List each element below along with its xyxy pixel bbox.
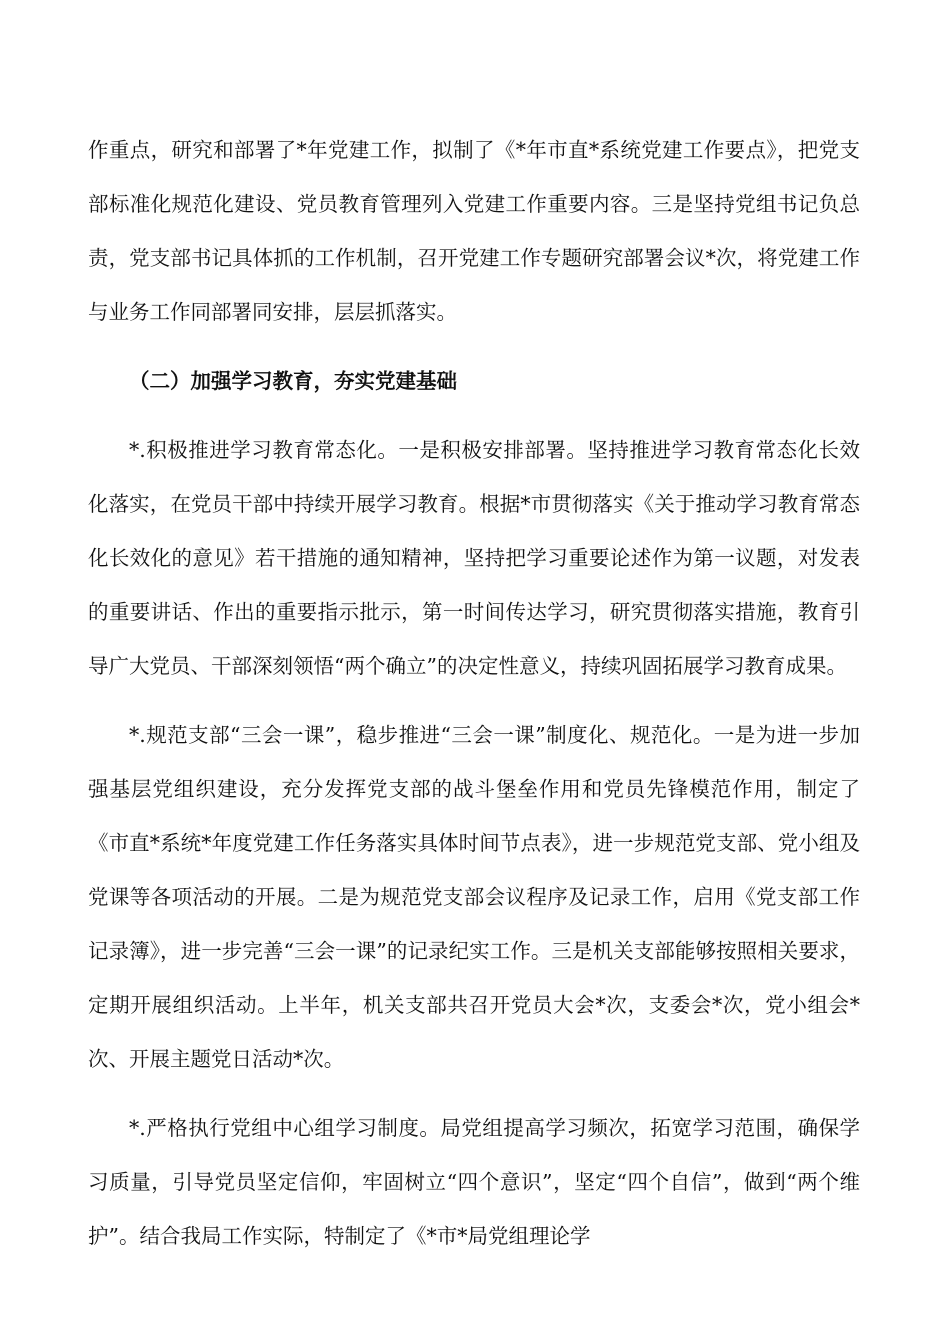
paragraph-gap xyxy=(88,339,860,354)
paragraph-gap xyxy=(88,693,860,708)
paragraph-gap xyxy=(88,408,860,423)
paragraph-continued: 作重点，研究和部署了*年党建工作，拟制了《*年市直*系统党建工作要点》，把党支部标准化规范化建设、党员教育管理列入党建工作重要内容。三是坚持党组书记负总责，党支部书记具体抓的工作机制，召开党建工作专题研究部署会议*次，将党建工作与业务工作同部署同安排，层层抓落实。 xyxy=(88,138,860,324)
paragraph-gap xyxy=(88,1086,860,1101)
document-body xyxy=(88,123,860,1263)
paragraph-central-group-study: *.严格执行党组中心组学习制度。局党组提高学习频次，拓宽学习范围，确保学习质量，引导党员坚定信仰，牢固树立“四个意识”，坚定“四个自信”，做到“两个维护”。结合我局工作实际，特制定了《*市*局党组理论学 xyxy=(88,1116,860,1248)
paragraph-three-meetings: *.规范支部“三会一课”，稳步推进“三会一课”制度化、规范化。一是为进一步加强基层党组织建设，充分发挥党支部的战斗堡垒作用和党员先锋模范作用，制定了《市直*系统*年度党建工作任务落实具体时间节点表》，进一步规范党支部、党小组及党课等各项活动的开展。二是为规范党支部会议程序及记录工作，启用《党支部工作记录簿》，进一步完善“三会一课”的记录纪实工作。三是机关支部能够按照相关要求，定期开展组织活动。上半年，机关支部共召开党员大会*次，支委会*次，党小组会*次、开展主题党日活动*次。 xyxy=(88,723,860,1071)
paragraph-study-education: *.积极推进学习教育常态化。一是积极安排部署。坚持推进学习教育常态化长效化落实，在党员干部中持续开展学习教育。根据*市贯彻落实《关于推动学习教育常态化长效化的意见》若干措施的通知精神，坚持把学习重要论述作为第一议题，对发表的重要讲话、作出的重要指示批示，第一时间传达学习，研究贯彻落实措施，教育引导广大党员、干部深刻领悟“两个确立”的决定性意义，持续巩固拓展学习教育成果。 xyxy=(88,438,860,678)
section-heading: （二）加强学习教育，夯实党建基础 xyxy=(129,369,457,393)
